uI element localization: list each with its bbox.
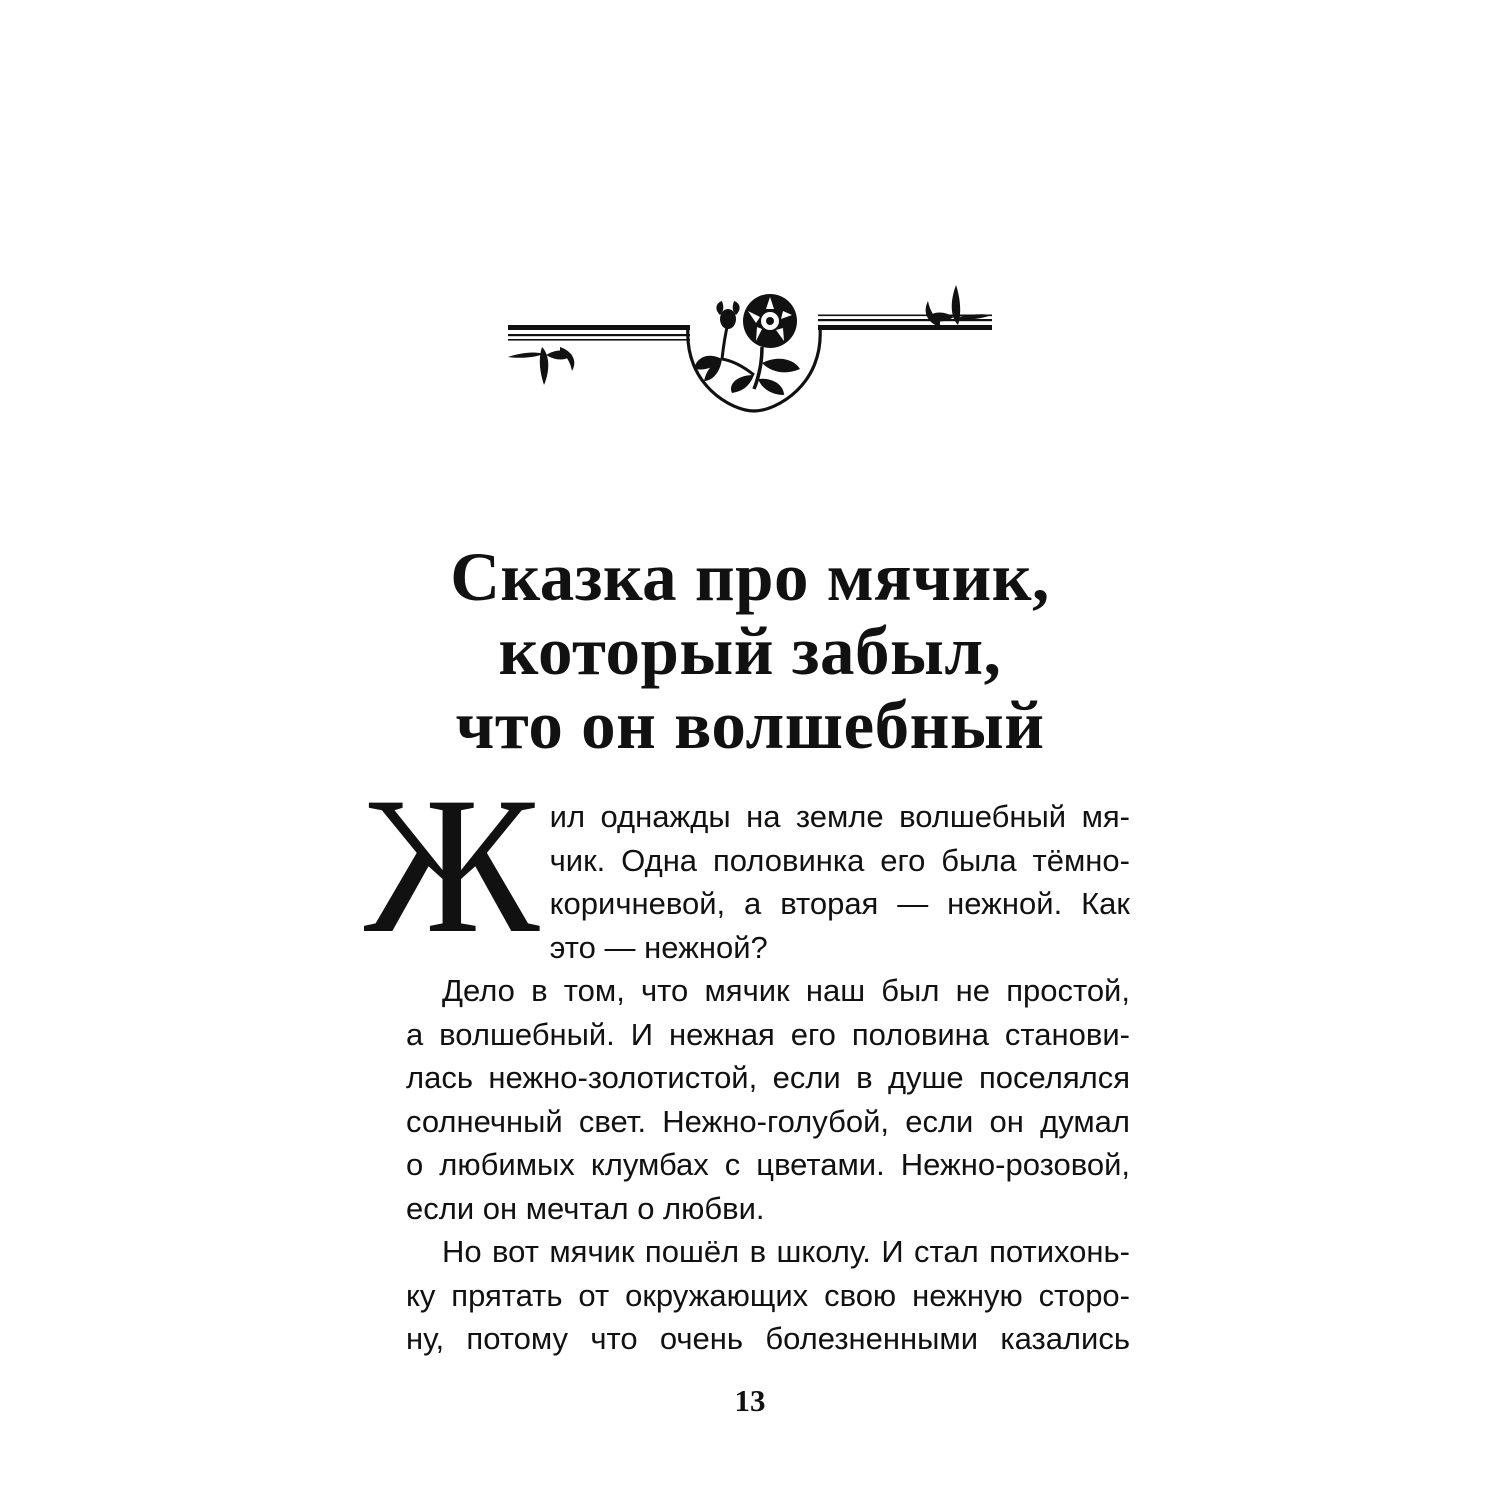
title-line: Сказка про мячик, — [450, 539, 1050, 615]
text-line: Дело в том, что мячик наш был не простой, — [442, 973, 1130, 1008]
text-line: чик. Одна половинка его была тёмно- — [549, 842, 1130, 878]
text-line: о любимых клумбах с цветами. Нежно-розовой, — [406, 1147, 1130, 1182]
title-line: что он волшебный — [455, 687, 1045, 763]
chapter-title — [300, 540, 1200, 762]
drop-cap: Ж — [364, 757, 540, 974]
text-line: ку прятать от окружающих свою нежную сторо- — [406, 1277, 1130, 1313]
text-line: если он мечтал о любви. — [406, 1190, 765, 1226]
text-line: Но вот мячик пошёл в школу. И стал потихонь- — [442, 1234, 1130, 1269]
paragraph-1 — [364, 757, 1130, 974]
story-text — [364, 757, 1130, 1361]
text-line: а волшебный. И нежная его половина станови- — [406, 1016, 1130, 1052]
text-line: ил однажды на земле волшебный мя- — [549, 799, 1130, 834]
text-line: ну, потому что очень болезненными казались — [406, 1321, 1130, 1356]
text-line: это — нежной? — [549, 929, 768, 965]
title-line: который забыл, — [498, 613, 1002, 689]
page-number: 13 — [734, 1383, 766, 1418]
floral-divider-icon — [500, 275, 1000, 415]
text-line: лась нежно-золотистой, если в душе поселялся — [406, 1060, 1130, 1095]
paragraph-2 — [370, 969, 1130, 1230]
text-line: коричневой, а вторая — нежной. Как — [549, 886, 1130, 921]
text-line: солнечный свет. Нежно-голубой, если он думал — [406, 1103, 1130, 1139]
paragraph-3 — [370, 1230, 1130, 1361]
